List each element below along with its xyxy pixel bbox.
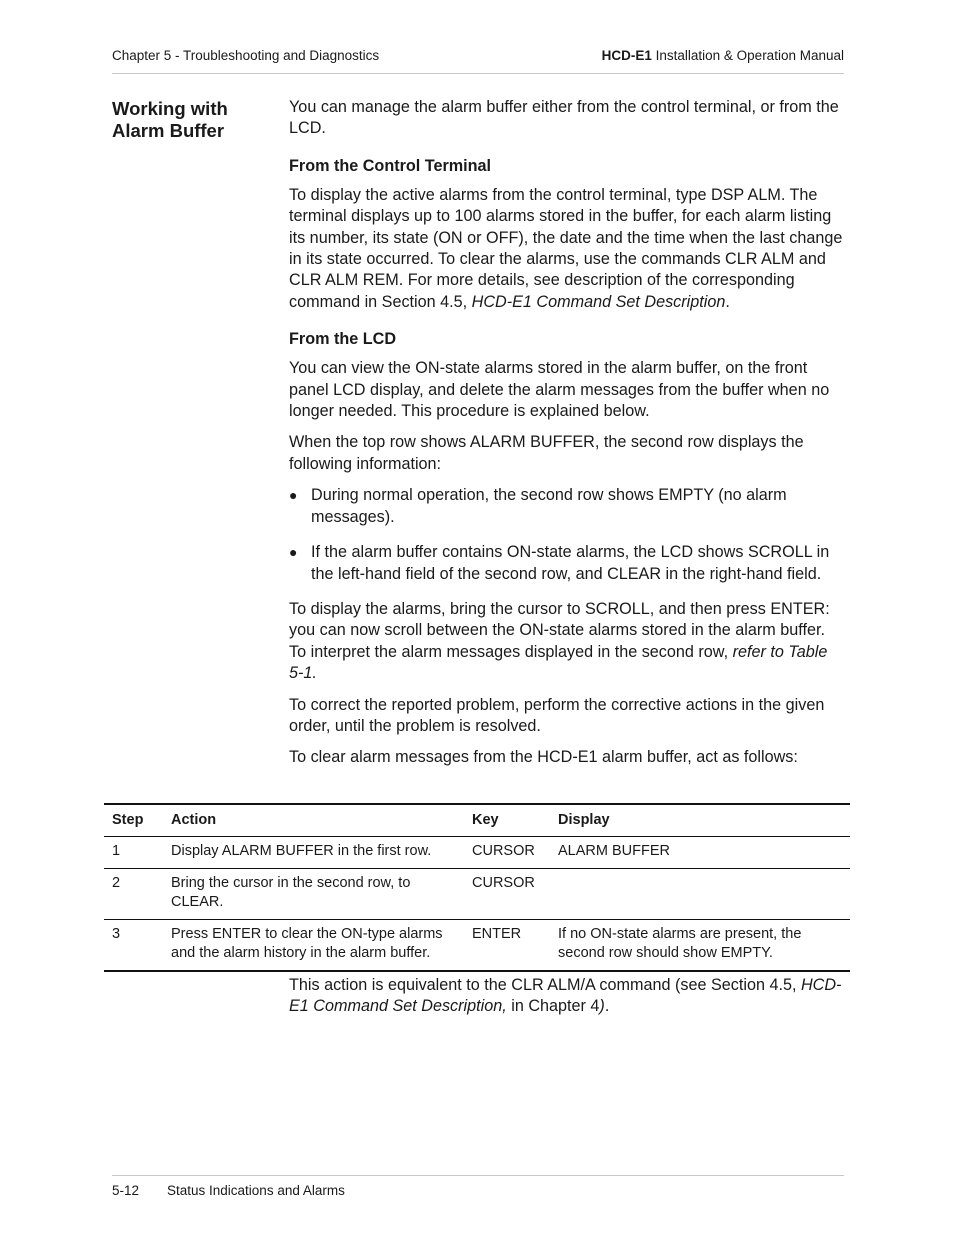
list-item <box>289 542 844 585</box>
header-step: Step <box>104 804 163 837</box>
cell-display <box>550 869 850 920</box>
intro-paragraph: You can manage the alarm buffer either from the control terminal, or from the LCD. <box>289 98 839 138</box>
terminal-paragraph <box>289 185 844 313</box>
cell-step: 1 <box>104 837 163 869</box>
manual-name: Installation & Operation Manual <box>651 48 844 63</box>
header-key: Key <box>464 804 550 837</box>
footer-title: Status Indications and Alarms <box>167 1183 345 1198</box>
cell-step: 3 <box>112 926 121 942</box>
list-item-text: If the alarm buffer contains ON-state alarms, the LCD shows SCROLL in the left-hand field of the second row, and CLEAR in the right-hand field. <box>311 543 830 583</box>
section-heading <box>112 98 272 142</box>
terminal-text: To display the active alarms from the control terminal, type DSP ALM. The terminal displays up to 100 alarms stored in the buffer, for each alarm listing its number, its state (ON or OFF), the date and the time when the last change in its state occurred. To clear the alarms, use the commands CLR ALM and CLR ALM REM. For more details, see description of the corresponding command in Section 4.5, <box>289 185 843 311</box>
table-reference: refer to Table 5-1. <box>289 642 828 683</box>
lcd-paragraph-2: When the top row shows ALARM BUFFER, the second row displays the following information: <box>289 433 804 473</box>
header-divider <box>112 73 844 74</box>
cell-action: Display ALARM BUFFER in the first row. <box>163 837 464 869</box>
scroll-paragraph <box>289 599 844 685</box>
section-heading-line2: Alarm Buffer <box>112 120 225 141</box>
clear-paragraph: To clear alarm messages from the HCD-E1 alarm buffer, act as follows: <box>289 748 798 767</box>
section-body <box>289 97 844 779</box>
info-list <box>289 485 844 585</box>
terminal-subheading: From the Control Terminal <box>289 156 492 175</box>
cell-display: If no ON-state alarms are present, the second row should show EMPTY. <box>558 926 802 961</box>
header-display: Display <box>550 804 850 837</box>
after-reference: HCD-E1 Command Set Description, <box>289 976 842 1016</box>
list-item-text: During normal operation, the second row shows EMPTY (no alarm messages). <box>311 486 787 526</box>
table-header-row <box>104 804 850 837</box>
cell-key: ENTER <box>472 926 522 942</box>
lcd-subheading: From the LCD <box>289 330 397 349</box>
table-row <box>104 869 850 920</box>
page-footer <box>112 1183 345 1198</box>
terminal-text-end: . <box>725 292 730 311</box>
cell-key: CURSOR <box>464 869 550 920</box>
bullet-icon: ● <box>289 487 298 504</box>
after-text-end: . <box>604 997 610 1016</box>
header-action: Action <box>163 804 464 837</box>
bullet-icon: ● <box>289 544 298 561</box>
cell-key: CURSOR <box>464 837 550 869</box>
after-table-paragraph <box>289 975 844 1018</box>
section-heading-line1: Working with <box>112 98 228 119</box>
manual-title <box>602 48 844 63</box>
product-name: HCD-E1 <box>601 48 652 63</box>
table-row <box>104 837 850 869</box>
correct-paragraph: To correct the reported problem, perform the corrective actions in the given order, until the problem is resolved. <box>289 695 825 735</box>
list-item <box>289 485 844 528</box>
footer-divider <box>112 1175 844 1176</box>
table-row <box>104 920 850 972</box>
page-header <box>112 48 844 63</box>
terminal-reference: HCD-E1 Command Set Description <box>471 292 726 311</box>
cell-action: Bring the cursor in the second row, to CLEAR. <box>163 869 464 920</box>
page-number: 5-12 <box>112 1183 140 1198</box>
lcd-paragraph-1: You can view the ON-state alarms stored in the alarm buffer, on the front panel LCD display, and delete the alarm messages from the buffer when no longer needed. This procedure is explained below. <box>289 359 830 421</box>
after-text-chapter: in Chapter 4 <box>506 997 600 1016</box>
cell-action: Press ENTER to clear the ON-type alarms and the alarm history in the alarm buffer. <box>171 926 443 961</box>
cell-display: ALARM BUFFER <box>550 837 850 869</box>
chapter-title: Chapter 5 - Troubleshooting and Diagnostics <box>112 48 380 63</box>
after-text: This action is equivalent to the CLR ALM/A command (see Section 4.5, <box>289 976 801 994</box>
after-paren: ) <box>599 997 605 1016</box>
procedure-table <box>104 803 850 972</box>
scroll-text: To display the alarms, bring the cursor to SCROLL, and then press ENTER: you can now scroll between the ON-state alarms stored in the alarm buffer. To interpret the alarm messages displayed in the second row, <box>289 599 830 661</box>
cell-step: 2 <box>104 869 163 920</box>
